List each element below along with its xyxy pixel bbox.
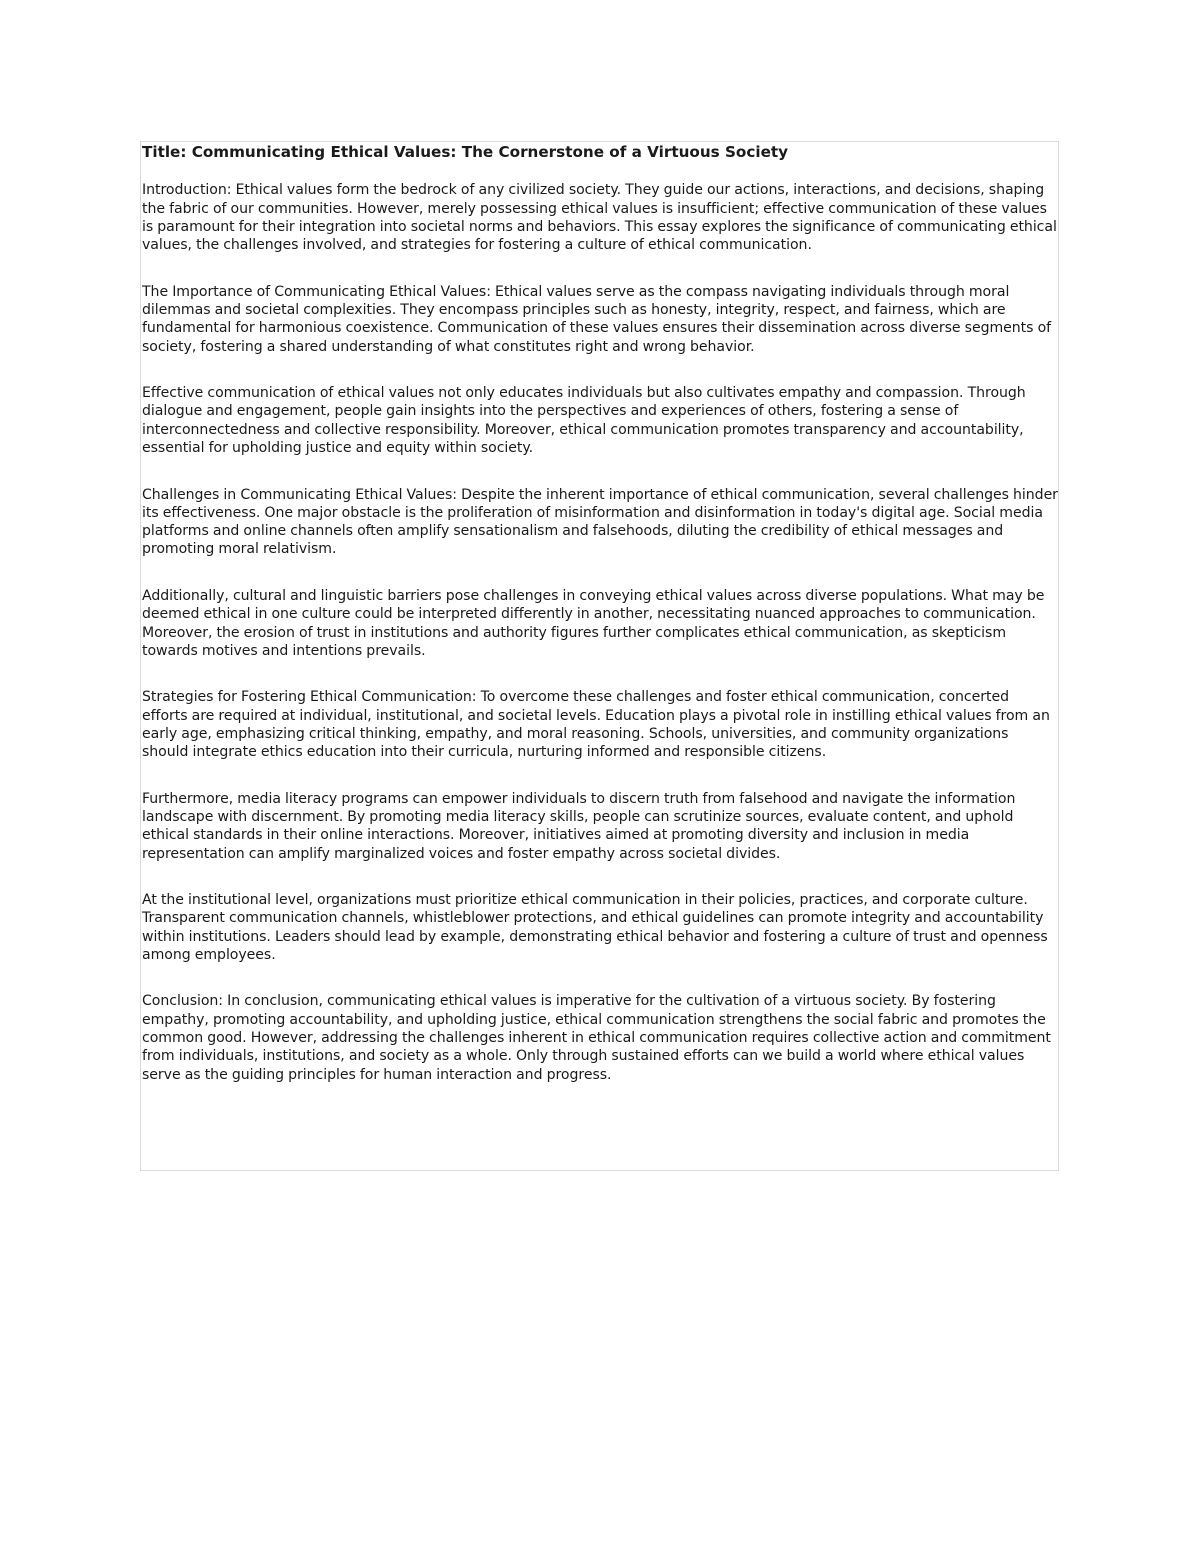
paragraph-challenges: Challenges in Communicating Ethical Values: Despite the inherent importance of ethical communication, several challenges hinder its effectiveness. One major obstacle is the proliferation of misinformation and disinformation in today's digital age. Social media platforms and online channels often amplify sensationalism and falsehoods, diluting the credibility of ethical messages and promoting moral relativism. [142,486,1058,558]
paragraph-media-literacy: Furthermore, media literacy programs can empower individuals to discern truth from falsehood and navigate the information landscape with discernment. By promoting media literacy skills, people can scrutinize sources, evaluate content, and uphold ethical standards in their online interactions. Moreover, initiatives aimed at promoting diversity and inclusion in media representation can amplify marginalized voices and foster empathy across societal divides. [142,790,1016,862]
paragraph-conclusion: Conclusion: In conclusion, communicating ethical values is imperative for the cultivation of a virtuous society. By fostering empathy, promoting accountability, and upholding justice, ethical communication strengthens the social fabric and promotes the common good. However, addressing the challenges inherent in ethical communication requires collective action and commitment from individuals, institutions, and society as a whole. Only through sustained efforts can we build a world where ethical values serve as the guiding principles for human interaction and progress. [142,993,1051,1083]
paragraph-importance: The Importance of Communicating Ethical Values: Ethical values serve as the compass navigating individuals through moral dilemmas and societal complexities. They encompass principles such as honesty, integrity, respect, and fairness, which are fundamental for harmonious coexistence. Communication of these values ensures their dissemination across diverse segments of society, fostering a shared understanding of what constitutes right and wrong behavior. [142,283,1052,355]
paragraph-empathy: Effective communication of ethical values not only educates individuals but also cultivates empathy and compassion. Through dialogue and engagement, people gain insights into the perspectives and experiences of others, fostering a sense of interconnectedness and collective responsibility. Moreover, ethical communication promotes transparency and accountability, essential for upholding justice and equity within society. [142,385,1026,457]
paragraph-barriers: Additionally, cultural and linguistic barriers pose challenges in conveying ethical values across diverse populations. What may be deemed ethical in one culture could be interpreted differently in another, necessitating nuanced approaches to communication. Moreover, the erosion of trust in institutions and authority figures further complicates ethical communication, as skepticism towards motives and intentions prevails. [142,587,1045,659]
paragraph-institutional: At the institutional level, organizations must prioritize ethical communication in their policies, practices, and corporate culture. Transparent communication channels, whistleblower protections, and ethical guidelines can promote integrity and accountability within institutions. Leaders should lead by example, demonstrating ethical behavior and fostering a culture of trust and openness among employees. [142,892,1048,963]
document-page [140,141,1059,1171]
document-title: Title: Communicating Ethical Values: The Cornerstone of a Virtuous Society [142,143,789,161]
paragraph-strategies: Strategies for Fostering Ethical Communication: To overcome these challenges and foster ethical communication, concerted efforts are required at individual, institutional, and societal levels. Education plays a pivotal role in instilling ethical values from an early age, emphasizing critical thinking, empathy, and moral reasoning. Schools, universities, and community organizations should integrate ethics education into their curricula, nurturing informed and responsible citizens. [142,689,1050,761]
paragraph-introduction: Introduction: Ethical values form the bedrock of any civilized society. They guide our actions, interactions, and decisions, shaping the fabric of our communities. However, merely possessing ethical values is insufficient; effective communication of these values is paramount for their integration into societal norms and behaviors. This essay explores the significance of communicating ethical values, the challenges involved, and strategies for fostering a culture of ethical communication. [142,182,1057,254]
